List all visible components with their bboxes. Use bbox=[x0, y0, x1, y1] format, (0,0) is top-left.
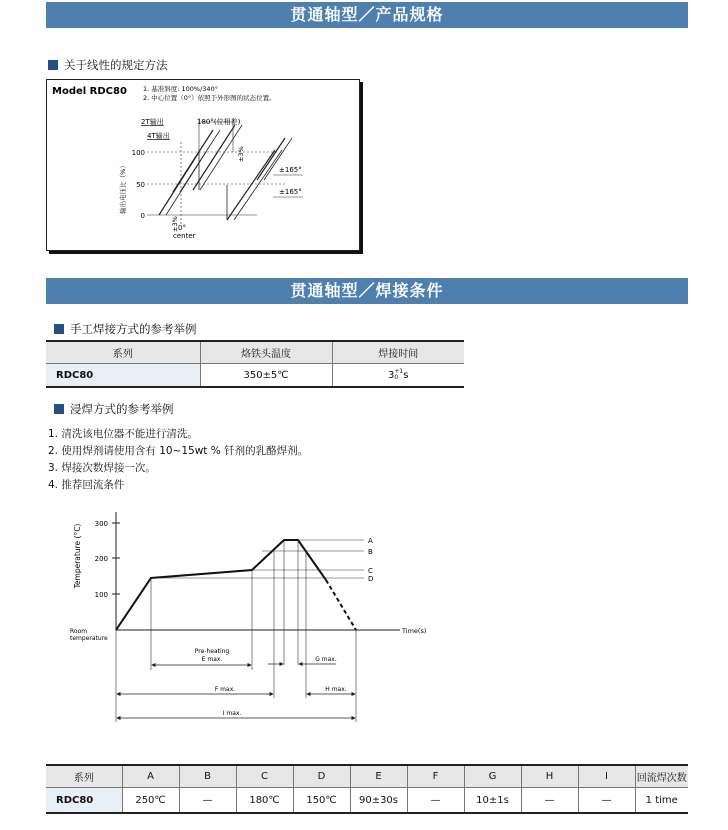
ramp-4t-2 bbox=[227, 150, 275, 220]
cell-b: — bbox=[179, 788, 236, 814]
g-label: G max. bbox=[315, 656, 337, 663]
col-header-f: F bbox=[407, 765, 464, 788]
profile-cooling bbox=[326, 580, 356, 630]
cell-series: RDC80 bbox=[46, 788, 122, 814]
col-header-c: C bbox=[236, 765, 293, 788]
preheat-label-2: E max. bbox=[201, 656, 223, 663]
marker-a: A bbox=[368, 537, 373, 545]
bullet-square-icon bbox=[48, 60, 58, 70]
dip-note-2: 2. 使用焊剂请使用含有 10~15wt % 钎剂的乳酪焊剂。 bbox=[48, 445, 309, 457]
dip-note-1: 1. 清洗该电位器不能进行清洗。 bbox=[48, 428, 198, 440]
bullet-square-icon bbox=[54, 404, 64, 414]
linearity-diagram bbox=[47, 80, 359, 250]
heading-linearity-text: 关于线性的规定方法 bbox=[64, 58, 168, 72]
linearity-diagram-box bbox=[46, 79, 360, 251]
y-tick-50: 50 bbox=[136, 181, 145, 189]
reflow-table bbox=[46, 764, 688, 814]
i-label: I max. bbox=[222, 710, 242, 717]
cell-series: RDC80 bbox=[46, 364, 200, 388]
model-label: Model RDC80 bbox=[52, 86, 127, 97]
col-header-reflow-count: 回流焊次数 bbox=[635, 765, 688, 788]
col-header-tip-temp: 烙铁头温度 bbox=[200, 341, 332, 364]
y-axis-label: 输出电压比（%） bbox=[119, 162, 127, 214]
heading-hand-solder-text: 手工焊接方式的参考举例 bbox=[70, 322, 197, 336]
y-tick-0: 0 bbox=[140, 212, 145, 220]
label-165-upper: ±165° bbox=[279, 166, 302, 174]
cell-tip-temp: 350±5℃ bbox=[200, 364, 332, 388]
label-2t: 2T输出 bbox=[141, 118, 164, 126]
table-header-row bbox=[46, 341, 464, 364]
label-tol-left: ±3% bbox=[171, 216, 179, 232]
banner-product-spec: 贯通轴型／产品规格 bbox=[46, 2, 688, 28]
cell-solder-time bbox=[332, 364, 464, 388]
banner-welding-conditions: 贯通轴型／焊接条件 bbox=[46, 278, 688, 304]
col-header-i: I bbox=[578, 765, 635, 788]
reflow-y-axis-label: Temperature (°C) bbox=[73, 523, 82, 589]
heading-dip-solder bbox=[54, 402, 174, 416]
cell-e: 90±30s bbox=[350, 788, 407, 814]
dip-notes bbox=[48, 426, 308, 494]
y-tick-100: 100 bbox=[131, 149, 145, 157]
ramp-4t-1b bbox=[180, 130, 220, 192]
preheat-label-1: Pre-heating bbox=[194, 648, 230, 655]
col-header-a: A bbox=[122, 765, 179, 788]
ramp-4t-1 bbox=[173, 130, 213, 192]
col-header-series: 系列 bbox=[46, 341, 200, 364]
model-note-2: 2. 中心位置（0°）依照于外形图的状态位置。 bbox=[143, 94, 276, 102]
room-label-1: Room bbox=[70, 628, 88, 635]
profile-curve bbox=[116, 540, 326, 630]
reflow-profile-diagram bbox=[0, 500, 470, 730]
col-header-b: B bbox=[179, 765, 236, 788]
ramp-2t-2b bbox=[200, 125, 242, 190]
model-note-1: 1. 基准斜度: 100%/340° bbox=[143, 85, 218, 93]
time-base: 3 bbox=[388, 370, 395, 381]
cell-reflow-count: 1 time bbox=[635, 788, 688, 814]
time-unit: s bbox=[403, 370, 409, 381]
dip-note-3: 3. 焊接次数焊接一次。 bbox=[48, 462, 156, 474]
heading-hand-solder bbox=[54, 322, 197, 336]
col-header-e: E bbox=[350, 765, 407, 788]
hand-solder-table bbox=[46, 340, 464, 388]
marker-c: C bbox=[368, 567, 373, 575]
cell-h: — bbox=[521, 788, 578, 814]
col-header-solder-time: 焊接时间 bbox=[332, 341, 464, 364]
cell-a: 250℃ bbox=[122, 788, 179, 814]
col-header-h: H bbox=[521, 765, 578, 788]
cell-i: — bbox=[578, 788, 635, 814]
table-row bbox=[46, 364, 464, 388]
y-tick-100: 100 bbox=[94, 591, 108, 599]
time-plus: +1 bbox=[394, 368, 404, 375]
table-header-row bbox=[46, 765, 688, 788]
cell-c: 180℃ bbox=[236, 788, 293, 814]
cell-g: 10±1s bbox=[464, 788, 521, 814]
label-zero: 0° bbox=[178, 224, 186, 232]
f-label: F max. bbox=[214, 686, 236, 693]
marker-b: B bbox=[368, 548, 373, 556]
time-minus: 0 bbox=[394, 374, 399, 381]
reflow-x-axis-label: Time(s) bbox=[402, 627, 427, 635]
label-4t: 4T输出 bbox=[147, 132, 170, 140]
y-tick-300: 300 bbox=[94, 520, 108, 528]
label-center: center bbox=[173, 232, 196, 240]
h-label: H max. bbox=[325, 686, 347, 693]
y-tick-200: 200 bbox=[94, 555, 108, 563]
room-label-2: temperature bbox=[70, 635, 108, 642]
col-header-series: 系列 bbox=[46, 765, 122, 788]
cell-f: — bbox=[407, 788, 464, 814]
label-phase: 180°(位相差) bbox=[197, 118, 241, 126]
label-tol-side: ±3% bbox=[237, 146, 245, 162]
col-header-d: D bbox=[293, 765, 350, 788]
dip-note-4: 4. 推荐回流条件 bbox=[48, 479, 125, 491]
col-header-g: G bbox=[464, 765, 521, 788]
table-row bbox=[46, 788, 688, 814]
heading-linearity bbox=[48, 58, 168, 72]
bullet-square-icon bbox=[54, 324, 64, 334]
cell-d: 150℃ bbox=[293, 788, 350, 814]
heading-dip-solder-text: 浸焊方式的参考举例 bbox=[70, 402, 174, 416]
marker-d: D bbox=[368, 575, 374, 583]
label-165-lower: ±165° bbox=[279, 188, 302, 196]
